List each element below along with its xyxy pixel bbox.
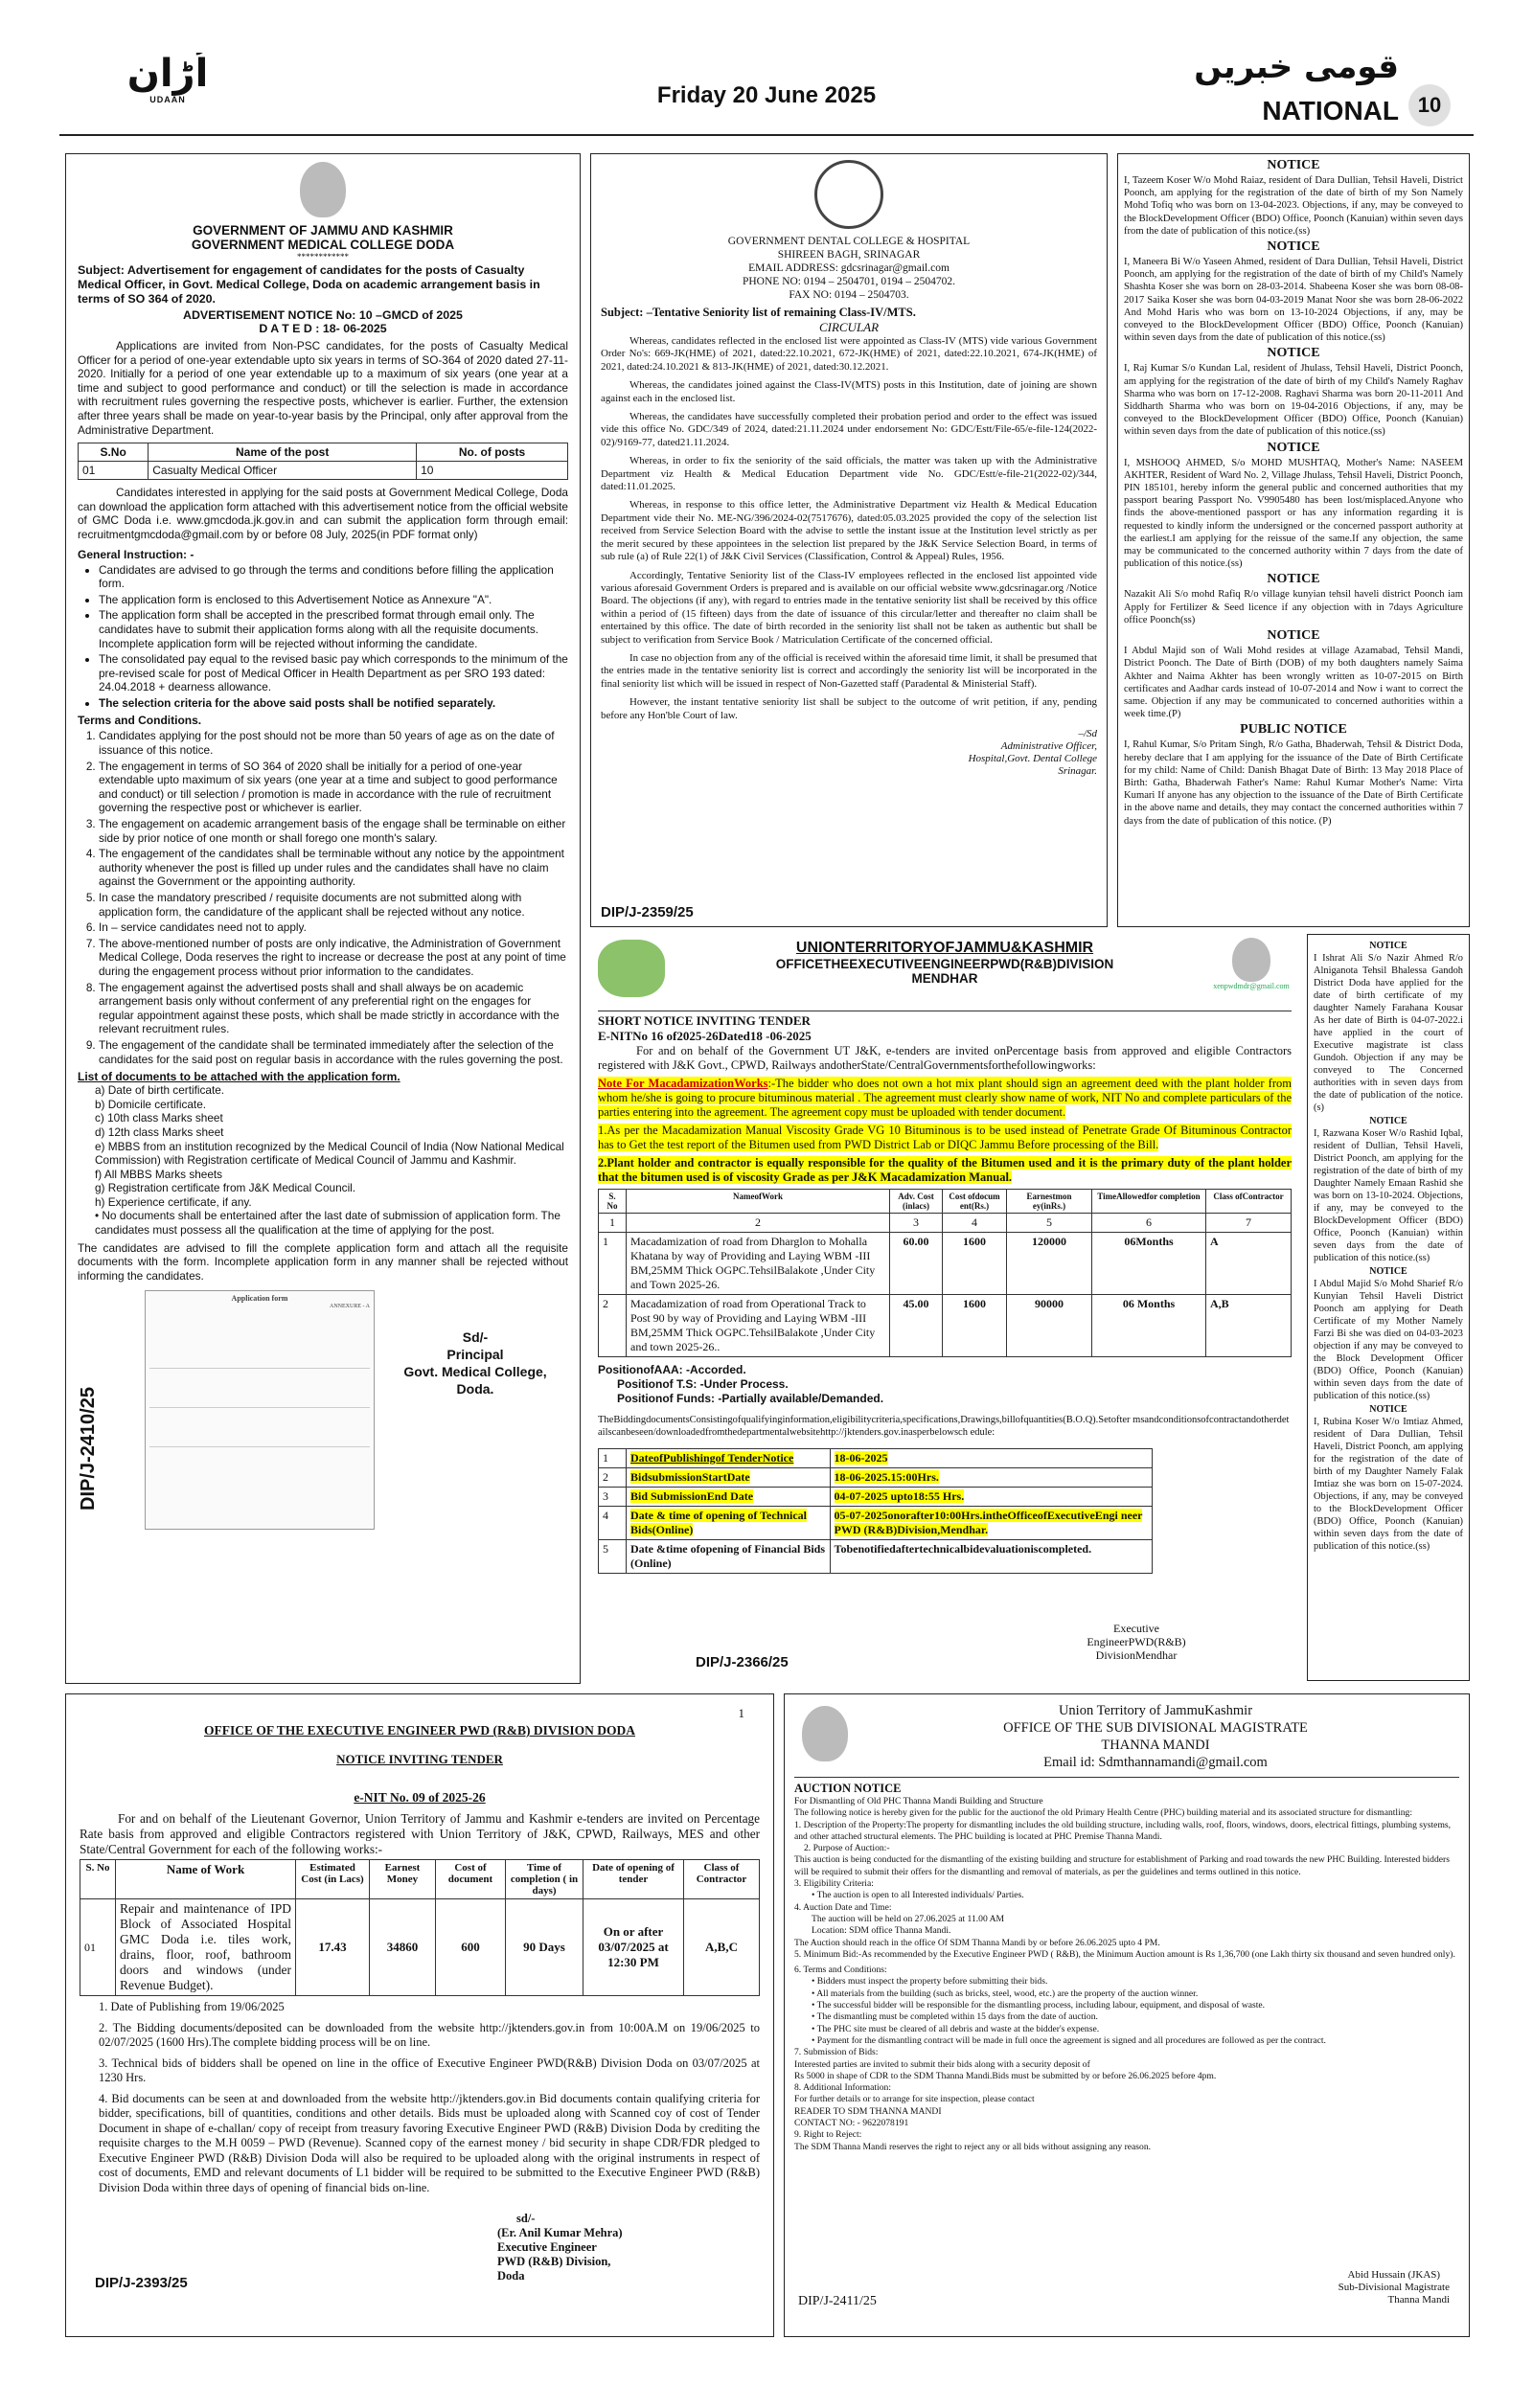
pwd-doda-cell: A,B,C xyxy=(684,1899,760,1996)
pwd-mendhar-cell: 1600 xyxy=(943,1295,1007,1357)
pwd-logo-icon xyxy=(598,940,665,997)
pwd-mendhar-sign-line: EngineerPWD(R&B) xyxy=(1087,1635,1186,1648)
pwd-doda-point: 4. Bid documents can be seen at and downloaded from the website http://jktenders.gov.in Bid documents contain qualifying criteria for bidder, specifications, bill of quantities, conditions and other details. Bids must be uploaded along with Scanned coy of cost of Tender Document in shape of e-challan/ copy of receipt from treasury favoring Executive Engineer PWD (R&B) Division Doda by crediting the requisite charges to the M.H 0059 – PWD (Revenue). Scanned copy of the earnest money / bid security in shape CDR/FDR pledged to Executive Engineer PWD (R&B) Division Doda will also be required to be uploaded along with the original instruments in respect of cost of documents, EMD and relevant documents of L1 bidder will be required to be submitted to the Executive Engineer PWD (R&B) Division Doda within three days of opening of financial bids on-line. xyxy=(99,2091,760,2194)
sched-label: Date &time ofopening of Financial Bids (Online) xyxy=(627,1540,831,1574)
pwd-mendhar-note-block xyxy=(598,1077,1292,1120)
pwd-doda-enit: e-NIT No. 09 of 2025-26 xyxy=(354,1790,486,1805)
emblem-icon xyxy=(802,1706,848,1761)
gdc-subject: Subject: –Tentative Seniority list of remaining Class-IV/MTS. xyxy=(601,306,916,319)
pwd-mendhar-position-line: Positionof T.S: -Under Process. xyxy=(617,1377,789,1391)
pwd-mendhar-th: Earnestmon ey(inRs.) xyxy=(1007,1190,1092,1214)
gmc-posts-table xyxy=(78,443,568,480)
pwd-mendhar-p1: 1.As per the Macadamization Manual Viscosity Grade VG 10 Bituminous is to be used instead of Penetrate Grade Of Bituminous Contractor has to Get the test report of the Bitumen used from PWD District Lab or DIQC Jammu Before processing of the Bill. xyxy=(598,1124,1292,1151)
sdm-line: 2. Purpose of Auction:- xyxy=(804,1843,890,1854)
gdc-body xyxy=(601,335,1097,722)
gmc-th-sno: S.No xyxy=(79,443,149,462)
notice-text: I, MSHOOQ AHMED, S/o MOHD MUSHTAQ, Mother's Name: NASEEM AKHTER, Resident of Ward No. 2, Village Jhulass, Tehsil Haveli, District Poonch, PIN 185101, hereby inform the general public and concerned authorities that my passport bearing Passport No. V9905480 has been lost/misplaced.Anyone who finds the above-mentioned passport or has any information regarding it is requested to kindly inform the undersigned or the concerned passport authority at the earliest.I am applying for the reissue of the same.If any objection, the same may be communicated to the concerned authority within 7 days from the date of publication of this notice.(ss) xyxy=(1124,457,1463,570)
sched-label xyxy=(627,1488,831,1507)
sched-no: 4 xyxy=(599,1507,627,1540)
pwd-mendhar-emblem-wrap xyxy=(1213,938,1290,990)
notice xyxy=(1124,346,1463,438)
pwd-mendhar-cell: 60.00 xyxy=(890,1233,943,1295)
notice xyxy=(1124,628,1463,720)
gdc-sign-line: –/Sd xyxy=(1078,727,1097,739)
gmc-docs-title: List of documents to be attached with the application form. xyxy=(78,1070,400,1084)
notice-text: I Ishrat Ali S/o Nazir Ahmed R/o Alniganota Tehsil Bhalessa Gandoh District Doda have applied for the date of birth certificate of my daughter Namely Farahana Kousar As her date of Birth is 04-07-2022.i have applied in the court of Executive magistrate ist class Gundoh. Objection if any may be conveyed to The Concerned authorities with in seven days from the date of publication of the notice.(s) xyxy=(1314,953,1463,1113)
gmc-sign-line: Sd/- xyxy=(462,1329,489,1346)
gmc-doc-item: h) Experience certificate, if any. xyxy=(95,1194,252,1209)
pwd-mendhar-ut: UNIONTERRITORYOFJAMMU&KASHMIR xyxy=(795,940,1094,956)
pwd-doda-sign-line: sd/- xyxy=(516,2212,536,2225)
sched-value: Tobenotifiedaftertechnicalbidevaluationiscompleted. xyxy=(830,1540,1153,1574)
pwd-doda-th: Earnest Money xyxy=(370,1860,436,1899)
gmc-tc-item: 3. The engagement on academic arrangement basis of the engage shall be terminable on either side by prior notice of one month or shall forego one month's salary. xyxy=(99,817,568,845)
sdm-line: 5. Minimum Bid:-As recommended by the Executive Engineer PWD ( R&B), the Minimum Auction amount is Rs 1,36,700 (one Lakh thirty six thousand and seven hundred only). xyxy=(794,1948,1455,1960)
state-emblem-icon xyxy=(300,162,346,217)
gdc-para: In case no objection from any of the official is received within the aforesaid time limit, it shall be presumed that the entries made in the tentative seniority list is correct and accordingly the seniority list will be incorporated in the final seniority list which will be issued in respect of Non-Gazetted staff (Paradental & Ministerial Staff). xyxy=(601,651,1097,690)
gdc-line: FAX NO: 0194 – 2504703. xyxy=(789,289,909,301)
gdc-para: However, the instant tentative seniority list shall be subject to the outcome of writ petition, if any, pending before any Hon'ble Court of law. xyxy=(601,696,1097,721)
udaan-small-text: UDAAN xyxy=(149,95,186,104)
table-row xyxy=(599,1540,1153,1574)
gdc-dip: DIP/J-2359/25 xyxy=(601,904,694,920)
gmc-sign-line: Principal xyxy=(446,1347,504,1363)
gdc-sign-line: Srinagar. xyxy=(1058,764,1097,777)
notice-text: I, Razwana Koser W/o Rashid Iqbal, resident of Dullian, Tehsil Haveli, District Poonch, am applying for the registration of the date of birth of my Daughter Namely Emaan Rashid she was born on 13-10-2024. Objections, if any, may be conveyed to the BlockDevelopment Officer (BDO) Office, Poonch (Kanuian) within seven days from the date of publication of this notice.(ss) xyxy=(1314,1128,1463,1263)
sdm-line: • The PHC site must be cleared of all debris and waste at the bidder's expense. xyxy=(812,2023,1100,2034)
sched-label xyxy=(627,1449,831,1468)
pwd-doda-cell: On or after 03/07/2025 at 12:30 PM xyxy=(583,1899,684,1996)
pwd-doda-cell: Repair and maintenance of IPD Block of Associated Hospital GMC Doda i.e. tiles work, drains, floor, roof, bathroom doors and windows (under Revenue Budget). xyxy=(116,1899,296,1996)
pwd-mendhar-dip: DIP/J-2366/25 xyxy=(696,1654,789,1670)
sdm-thanna-mandi-auction xyxy=(784,1693,1470,2337)
notice-heading: NOTICE xyxy=(1267,346,1320,361)
sdm-line: • All materials from the building (such as bricks, steel, wood, etc.) are the property of the auction winner. xyxy=(812,1988,1199,1999)
pwd-mendhar-th: S. No xyxy=(599,1190,627,1214)
sdm-line: 3. Eligibility Criteria: xyxy=(794,1878,874,1890)
sdm-header xyxy=(794,1702,1459,1771)
sdm-emblem-wrap xyxy=(802,1706,848,1761)
pwd-mendhar-th: Adv. Cost (inlacs) xyxy=(890,1190,943,1214)
gmc-apply-text: Candidates interested in applying for the said posts at Government Medical College, Doda can download the application form attached with this advertisement notice from the official website of GMC Doda i.e. www.gmcdoda.jk.gov.in and can submit the application form through email: recruitmentgmcdoda@gmail.com by or before 08 July, 2025(in PDF format only) xyxy=(78,486,568,541)
sdm-line: This auction is being conducted for the dismantling of the existing building and structure for establishment of Parking and road towards the new PHC Building. Interested bidders will be required to submit their offers for the dismantling and removal of materials, as per the guidelines and terms outlined in this notice. xyxy=(794,1854,1450,1877)
pwd-doda-th: Cost of document xyxy=(436,1860,506,1899)
notice xyxy=(1124,158,1463,238)
gmc-gi-list xyxy=(78,563,568,711)
pwd-mendhar-bidding: TheBiddingdocumentsConsistingofqualifyinginformation,eligibilitycriteria,specifications,Drawings,billofquantities(B.O.Q).Setofter msandconditionsofcontractandotherdetailscanbeseen/downloadedfromthedepartmentalwebsitehttp://jktenders.gov.inasperbelowsch edule: xyxy=(598,1415,1290,1438)
notice-heading: NOTICE xyxy=(1369,1404,1407,1415)
pwd-mendhar-position-line: PositionofAAA: -Accorded. xyxy=(598,1363,746,1376)
gmc-tc-item: 1. Candidates applying for the post should not be more than 50 years of age as on the date of issuance of this notice. xyxy=(99,729,568,757)
notice xyxy=(1124,441,1463,571)
sdm-line: The SDM Thanna Mandi reserves the right to reject any or all bids without assigning any reason. xyxy=(794,2141,1152,2152)
notice-text: I, Raj Kumar S/o Kundan Lal, resident of Jhulass, Tehsil Haveli, District Poonch, am applying for the registration of the date of birth of my Child's Namely Raghav Sharma who was born on 17-12-2008. Raghavi Sharma was born 20-11-2011 And Siddharth Sharma who was born on 19-04-2016 Objections, if any, may be conveyed to the BlockDevelopment Officer (BDO) Office, Poonch (Kanuian) within seven days from the date of publication of this notice.(ss) xyxy=(1124,363,1463,438)
sdm-line: • Bidders must inspect the property before submitting their bids. xyxy=(812,1976,1048,1988)
pwd-doda-th: Name of Work xyxy=(116,1860,296,1899)
gdc-seal-icon xyxy=(814,160,883,229)
gdc-line: EMAIL ADDRESS: gdcsrinagar@gmail.com xyxy=(748,262,950,274)
table-row xyxy=(599,1295,1292,1357)
pwd-mendhar-tender xyxy=(590,934,1299,1681)
sdm-line: • Payment for the dismantling contract will be made in full once the agreement is signed and all procedures are followed as per the contract. xyxy=(812,2034,1326,2046)
sdm-line: The auction will be held on 27.06.2025 at 11.00 AM xyxy=(812,1913,1005,1924)
gmc-tc-title: Terms and Conditions. xyxy=(78,714,202,728)
notice xyxy=(1314,1404,1463,1553)
notice xyxy=(1314,941,1463,1114)
gmc-doc-item: a) Date of birth certificate. xyxy=(95,1083,225,1098)
pwd-mendhar-colnum: 1 xyxy=(599,1214,627,1233)
gdc-line: SHIREEN BAGH, SRINAGAR xyxy=(777,249,921,261)
gmc-doc-item: d) 12th class Marks sheet xyxy=(95,1124,224,1139)
notice-heading: NOTICE xyxy=(1267,572,1320,587)
sched-label-text: BidsubmissionStartDate xyxy=(630,1470,750,1484)
gmc-gov: GOVERNMENT OF JAMMU AND KASHMIR xyxy=(193,223,453,238)
gmc-dip: DIP/J-2410/25 xyxy=(78,1387,99,1511)
sdm-title: AUCTION NOTICE xyxy=(794,1782,902,1795)
sdm-line: 8. Additional Information: xyxy=(794,2082,891,2094)
pwd-mendhar-signature xyxy=(1031,1622,1242,1662)
gmc-gi-item: • The selection criteria for the above said posts shall be notified separately. xyxy=(99,696,568,711)
pwd-mendhar-cell: 2 xyxy=(599,1295,627,1357)
udaan-logo xyxy=(115,53,220,120)
notice-heading: NOTICE xyxy=(1369,1116,1407,1126)
pwd-mendhar-works-table xyxy=(598,1189,1292,1357)
sdm-body xyxy=(794,1796,1459,2153)
sdm-line: Rs 5000 in shape of CDR to the SDM Thanna Mandi.Bids must be submitted by or before 26.06.2025 before 4pm. xyxy=(794,2070,1217,2081)
sched-label xyxy=(627,1507,831,1540)
issue-date: Friday 20 June 2025 xyxy=(656,82,877,108)
form-annexure: ANNEXURE - A xyxy=(330,1304,370,1310)
sdm-line: For further details or to arrange for site inspection, please contact xyxy=(794,2094,1035,2105)
pwd-doda-th: Time of completion ( in days) xyxy=(506,1860,583,1899)
pwd-mendhar-sign-line: Executive xyxy=(1113,1622,1159,1635)
form-title: Application form xyxy=(231,1294,288,1304)
udaan-urdu-text: اُڑان xyxy=(126,53,209,96)
gmc-tc-item: 8. The engagement against the advertised posts shall and shall always be on academic arrangement basis only without conferment of any preferential right on the engages for regular appointment against these posts, which shall be made strictly in accordance with the relevant recruitment rules. xyxy=(99,981,568,1036)
gmc-td-sno: 01 xyxy=(79,462,149,480)
sched-no: 2 xyxy=(599,1468,627,1488)
gmc-th-posts: No. of posts xyxy=(417,443,568,462)
sched-value-text: 18-06-2025.15:00Hrs. xyxy=(834,1470,939,1484)
pwd-mendhar-cell: A xyxy=(1206,1233,1292,1295)
sdm-line: 7. Submission of Bids: xyxy=(794,2047,879,2058)
sched-value-text: 18-06-2025 xyxy=(834,1451,888,1465)
pwd-doda-sign-line: Doda xyxy=(497,2269,525,2283)
pwd-doda-cell: 34860 xyxy=(370,1899,436,1996)
sdm-line: • The dismantling must be completed within 15 days from the date of auction. xyxy=(812,2011,1098,2023)
gmc-sign-line: Govt. Medical College, xyxy=(403,1364,547,1380)
pwd-mendhar-colnum: 6 xyxy=(1092,1214,1206,1233)
sched-value xyxy=(830,1488,1153,1507)
sched-label xyxy=(627,1468,831,1488)
pwd-mendhar-cell: 1 xyxy=(599,1233,627,1295)
pwd-mendhar-cell: Macadamization of road from Operational Track to Post 90 by way of Providing and Laying WBM -III BM,25MM Thick OGPC.TehsilBalakote ,Under City and town 2025-26.. xyxy=(627,1295,890,1357)
notice-heading: PUBLIC NOTICE xyxy=(1240,722,1347,738)
gmc-bottom-area xyxy=(78,1290,568,1530)
gmc-closing: The candidates are advised to fill the complete application form and attach all the requisite documents with the form. Incomplete application form in any manner shall be rejected without informing the candidates. xyxy=(78,1240,568,1283)
pwd-mendhar-sign-line: DivisionMendhar xyxy=(1095,1648,1178,1662)
pwd-doda-th: Class of Contractor xyxy=(684,1860,760,1899)
pwd-doda-page-no: 1 xyxy=(738,1706,744,1720)
pwd-mendhar-th: NameofWork xyxy=(627,1190,890,1214)
gmc-stars: ************ xyxy=(297,252,349,261)
sched-no: 5 xyxy=(599,1540,627,1574)
pwd-doda-nit: NOTICE INVITING TENDER xyxy=(336,1752,503,1766)
classified-notices-column xyxy=(1117,153,1470,927)
gdc-srinagar-circular xyxy=(590,153,1108,927)
sched-value xyxy=(830,1468,1153,1488)
sdm-line: 6. Terms and Conditions: xyxy=(794,1965,887,1976)
pwd-doda-tender xyxy=(65,1693,774,2337)
sdm-line: 4. Auction Date and Time: xyxy=(794,1901,892,1913)
gmc-doc-item: • No documents shall be entertained after the last date of submission of application form. The candidates must possess all the qualification at the time of applying for the post. xyxy=(95,1209,561,1238)
gdc-para: Whereas, the candidates joined against the Class-IV(MTS) posts in this Institution, date of joining are shown against each in the enclosed list. xyxy=(601,379,1097,404)
notice-heading: NOTICE xyxy=(1369,1266,1407,1277)
sdm-line: The following notice is hereby given for the public for the auctionof the old Primary Health Centre (PHC) building material and its associated structure for dismantling: xyxy=(794,1807,1413,1819)
gmc-signature xyxy=(394,1329,557,1397)
sdm-line: 1. Description of the Property:The property for dismantling includes the old building structure, including walls, roof, floors, windows, doors, electrical fittings, plumbing systems, and other attached structural elements. The PHC building is located at PHC Premise Thanna Mandi. xyxy=(794,1819,1452,1842)
pwd-doda-dip: DIP/J-2393/25 xyxy=(95,2275,188,2291)
gmc-doc-item: g) Registration certificate from J&K Medical Council. xyxy=(95,1181,356,1195)
pwd-doda-point: 3. Technical bids of bidders shall be opened on line in the office of Executive Engineer PWD(R&B) Division Doda on 03/07/2025 at 1230 Hrs. xyxy=(99,2056,760,2084)
pwd-doda-cell: 600 xyxy=(436,1899,506,1996)
table-row xyxy=(599,1468,1153,1488)
gmc-doc-item: e) MBBS from an institution recognized by the Medical Council of India (Now National Medical Commission) with Registration certificate of Medical Council of Jammu and Kashmir. xyxy=(95,1139,564,1168)
gmc-college: GOVERNMENT MEDICAL COLLEGE DODA xyxy=(191,238,455,252)
pwd-doda-points xyxy=(80,2000,760,2195)
section-title: NATIONAL xyxy=(1262,96,1399,125)
gmc-gi-item: • The application form is enclosed to this Advertisement Notice as Annexure "A". xyxy=(99,593,568,607)
notice-heading: NOTICE xyxy=(1369,941,1407,951)
pwd-doda-works-table xyxy=(80,1859,760,1996)
sdm-line: CONTACT NO: - 9622078191 xyxy=(794,2118,909,2129)
gdc-sign-line: Administrative Officer, xyxy=(1000,739,1097,752)
gmc-tc-item: 5. In case the mandatory prescribed / requisite documents are not submitted along with application form, the candidature of the applicant shall be rejected without any notice. xyxy=(99,891,568,919)
gdc-line: GOVERNMENT DENTAL COLLEGE & HOSPITAL xyxy=(727,236,971,247)
pwd-mendhar-cell: Macadamization of road from Dharglon to Mohalla Khatana by way of Providing and Laying WBM -III BM,25MM Thick OGPC.TehsilBalakote ,Under City and Town 2025-26. xyxy=(627,1233,890,1295)
application-form-thumbnail xyxy=(145,1290,375,1530)
gmc-tc-item: 4. The engagement of the candidates shall be terminable without any notice by the appointment authority whenever the post is filled up under rules and the candidates shall have no claim against the Government or the appointing authority. xyxy=(99,847,568,889)
pwd-mendhar-p2: 2.Plant holder and contractor is equally responsible for the quality of the Bitumen used and it is the primary duty of the plant holder that the bitumen used is of viscosity Grade as per J&K Macadamization Manual. xyxy=(598,1156,1292,1184)
notice-text: I, Rubina Koser W/o Imtiaz Ahmed, resident of Dara Dullian, Tehsil Haveli, District Poonch, am applying for the registration of the date of birth of my Daughter Namely Falak Imtiaz she was born on 15-07-2024. Objections, if any, may be conveyed to the BlockDevelopment Officer (BDO) Office, Poonch (Kanuian) within seven days from the date of publication of this notice.(ss) xyxy=(1314,1417,1463,1552)
notice xyxy=(1314,1116,1463,1264)
pwd-mendhar-cell: A,B xyxy=(1206,1295,1292,1357)
sched-no: 3 xyxy=(599,1488,627,1507)
pwd-doda-cell: 01 xyxy=(80,1899,116,1996)
pwd-mendhar-cell: 45.00 xyxy=(890,1295,943,1357)
gmc-tc-item: 2. The engagement in terms of SO 364 of 2020 shall be initially for a period of one-year extendable upto maximum of six years (one year at a time and subject to good performance and conduct) or till selection / promotion is made in accordance with the rule of recruitment governing the respective post or whichever is earlier. xyxy=(99,760,568,815)
page-number: 10 xyxy=(1408,84,1451,126)
table-row xyxy=(599,1488,1153,1507)
sdm-line: 9. Right to Reject: xyxy=(794,2129,862,2141)
gmc-intro: Applications are invited from Non-PSC candidates, for the posts of Casualty Medical Officer for a period of one-year extendable upto six years in terms of SO-364 of 2020 dated 27-11-2020. Initially for a period of one year extendable up to a maximum of six years (one year at a time and subject to good performance and conduct) or till the selection is made in accordance with recruitment rules governing the respective posts, whichever is earlier. Further, the extension after three years shall be made on year-to-year basis by the Principal, only after approval from the Administrative Department. xyxy=(78,339,568,437)
pwd-mendhar-th: Cost ofdocum ent(Rs.) xyxy=(943,1190,1007,1214)
pwd-doda-sign-line: (Er. Anil Kumar Mehra) xyxy=(497,2226,623,2239)
pwd-mendhar-enit: E-NITNo 16 of2025-26Dated18 -06-2025 xyxy=(598,1029,812,1043)
gmc-doc-item: f) All MBBS Marks sheets xyxy=(95,1167,223,1181)
pwd-mendhar-position xyxy=(598,1363,1292,1406)
notice-heading: NOTICE xyxy=(1267,239,1320,255)
pwd-doda-cell: 17.43 xyxy=(296,1899,370,1996)
sdm-sign-line: Abid Hussain (JKAS) xyxy=(1347,2269,1441,2281)
sched-value xyxy=(830,1507,1153,1540)
gmc-td-name: Casualty Medical Officer xyxy=(149,462,417,480)
gmc-tc-list xyxy=(78,729,568,1066)
gmc-docs-list xyxy=(78,1083,568,1238)
sdm-place: THANNA MANDI xyxy=(1101,1738,1210,1753)
gmc-doc-item: b) Domicile certificate. xyxy=(95,1097,207,1111)
gdc-circular-title: CIRCULAR xyxy=(818,320,880,334)
gmc-gi-item: • The application form shall be accepted in the prescribed format through email only. The candidates have to submit their application forms along with all the requisite documents. Incomplete application form will be rejected without informing the candidate. xyxy=(99,608,568,650)
section-urdu-title: قومی خبریں xyxy=(1194,48,1399,86)
gmc-sign-line: Doda. xyxy=(456,1381,494,1397)
pwd-mendhar-logo-wrap xyxy=(598,940,665,997)
notice-text: I, Maneera Bi W/o Yaseen Ahmed, resident of Dara Dullian, Tehsil Haveli, District Poonch, am applying for the registration of the date of birth of my Child's Namely Shashta Koser she was born on 28-03-2014. Shabeena Koser she was born 08-08-2017 Saika Koser she was born 04-03-2019 Manat Noor she was born 28-06-2022 And Mohd Haris who was born on 13-10-2024 Objections, if any, may be conveyed to the BlockDevelopment Officer (BDO) Office, Poonch (Kanuian) within seven days from the date of publication of this notice.(ss) xyxy=(1124,257,1463,344)
gmc-gi-item: • The consolidated pay equal to the revised basic pay which corresponds to the minimum of the pre-revised scale for post of Medical Officer in Health Department as per SRO 193 dated: 24.04.2018 + dearness allowance. xyxy=(99,652,568,694)
sdm-dip: DIP/J-2411/25 xyxy=(798,2294,877,2308)
gmc-subject: Subject: Advertisement for engagement of candidates for the posts of Casualty Medical Officer, in Govt. Medical College, Doda on academic arrangement basis in terms of SO 364 of 2020. xyxy=(78,263,540,306)
pwd-mendhar-email: xenpwdmdr@gmail.com xyxy=(1213,982,1290,990)
pwd-doda-cell: 90 Days xyxy=(506,1899,583,1996)
pwd-mendhar-p2-block xyxy=(598,1156,1292,1185)
sdm-line: Location: SDM office Thanna Mandi. xyxy=(812,1925,951,1937)
pwd-mendhar-cell: 1600 xyxy=(943,1233,1007,1295)
pwd-mendhar-short: SHORT NOTICE INVITING TENDER xyxy=(598,1013,811,1028)
sdm-office: OFFICE OF THE SUB DIVISIONAL MAGISTRATE xyxy=(1003,1720,1308,1736)
classified-notices-narrow xyxy=(1307,934,1470,1681)
sdm-line: • The auction is open to all Interested individuals/ Parties. xyxy=(812,1890,1024,1901)
sched-no: 1 xyxy=(599,1449,627,1468)
table-row xyxy=(80,1899,760,1996)
pwd-mendhar-note: :-The bidder who does not own a hot mix plant should sign an agreement deed with the plant holder from whom he/she is going to procure bituminous material . The agreement must clearly show name of work, NIT No and complete particulars of the parties entering into the agreement. The agreement copy must be uploaded with tender document. xyxy=(598,1077,1292,1119)
sdm-sign-line: Sub-Divisional Magistrate xyxy=(1338,2282,1450,2293)
pwd-doda-office: OFFICE OF THE EXECUTIVE ENGINEER PWD (R&B) DIVISION DODA xyxy=(203,1723,636,1738)
sdm-sub: For Dismantling of Old PHC Thanna Mandi Building and Structure xyxy=(794,1796,1043,1806)
notice xyxy=(1124,572,1463,626)
sdm-ut: Union Territory of JammuKashmir xyxy=(1058,1703,1253,1718)
table-row xyxy=(599,1449,1153,1468)
gdc-address xyxy=(601,235,1097,302)
gmc-gi-title: General Instruction: - xyxy=(78,547,194,561)
gmc-th-name: Name of the post xyxy=(149,443,417,462)
gdc-para: Whereas, the candidates have successfully completed their probation period and order to the effect was issued vide this office No. GDC/349 of 2024, dated:21.11.2024 under endorsement No: GDC/Estt/File-65/e-file-124(2022-02)/9169-77, dated21.11.2024. xyxy=(601,411,1097,448)
gmc-td-posts: 10 xyxy=(417,462,568,480)
notice-text: I, Tazeem Koser W/o Mohd Raiaz, resident of Dara Dullian, Tehsil Haveli, District Poonch, am applying for the registration of the date of birth of my Son Namely Mohd Tofiq who was born on 13-04-2023. Objections, if any, may be conveyed to the BlockDevelopment Officer (BDO) Office, Poonch (Kanuian) within seven days from the date of publication of this notice.(ss) xyxy=(1124,175,1463,237)
gdc-signature xyxy=(601,728,1097,778)
notice-text: Nazakit Ali S/o mohd Rafiq R/o village kunyian tehsil haveli district Poonch iam Apply for Fertilizer & Seed licence if any objection with in 7days Agriculture office Poonch(ss) xyxy=(1124,589,1463,625)
gdc-para: Whereas, in order to fix the seniority of the said officials, the matter was taken up with the Administrative Department viz Health & Medical Education Department vide No. GDC/Estt/e-file-21(2022-02)/344, dated:11.01.2025. xyxy=(601,455,1097,493)
sdm-sign-line: Thanna Mandi xyxy=(1387,2294,1450,2306)
pwd-mendhar-office: OFFICETHEEXECUTIVEENGINEERPWD(R&B)DIVISION xyxy=(775,957,1114,971)
header-rule xyxy=(59,134,1474,136)
pwd-doda-th: Estimated Cost (in Lacs) xyxy=(296,1860,370,1899)
sched-label-text: DateofPublishingof TenderNotice xyxy=(630,1451,794,1465)
notice xyxy=(1314,1266,1463,1402)
pwd-mendhar-colnum: 3 xyxy=(890,1214,943,1233)
pwd-doda-signature xyxy=(497,2212,623,2283)
pwd-doda-th: S. No xyxy=(80,1860,116,1899)
gmc-dated: D A T E D : 18- 06-2025 xyxy=(259,322,387,335)
notice-text: I, Rahul Kumar, S/o Pritam Singh, R/o Gatha, Bhaderwah, Tehsil & District Doda, hereby declare that I am applying for the issuance of the Date of Birth Certificate for my child: Name of Child: Danish Bhagat Date of Birth: 13 May 2018 Place of Birth: Gatha, Bhaderwah Father's Name: Rahul Kumar Mother's Name: Virta Kumari If anyone has any objection to the issuance of the Date of Birth Certificate in the above name and details, they may contact the concerned authorities within 7 days from the date of publication of this notice. (P) xyxy=(1124,739,1463,827)
pwd-mendhar-p1-block xyxy=(598,1124,1292,1152)
sched-label-text: Date & time of opening of Technical Bids(Online) xyxy=(630,1509,807,1536)
sched-value-text: 05-07-2025onorafter10:00Hrs.intheOfficeofExecutiveEngi neerPWD (R&B)Division,Mendhar. xyxy=(834,1509,1143,1536)
notice-text: I Abdul Majid S/o Mohd Sharief R/o Kunyian Tehsil Haveli District Poonch am applying for Death Certificate of my Mother Namely Farzi Bi she was died on 04-03-2023 objection if any may be conveyed to the Block Development Officer (BDO) Office, Poonch (Kanuian) within seven days from the date of publication of this notice.(ss) xyxy=(1314,1279,1463,1401)
pwd-mendhar-colnum: 5 xyxy=(1007,1214,1092,1233)
pwd-mendhar-th: TimeAllowedfor completion xyxy=(1092,1190,1206,1214)
notice-heading: NOTICE xyxy=(1267,440,1320,455)
sdm-line: • The successful bidder will be responsible for the dismantling process, including labour, equipment, and disposal of waste. xyxy=(812,2000,1266,2011)
notice xyxy=(1124,239,1463,344)
pwd-mendhar-th: Class ofContractor xyxy=(1206,1190,1292,1214)
gmc-doda-advertisement xyxy=(65,153,581,1684)
pwd-mendhar-note-label: Note For MacadamizationWorks xyxy=(598,1077,768,1090)
pwd-doda-point: 2. The Bidding documents/deposited can be downloaded from the website http://jktenders.gov.in from 10:00A.M on 19/06/2025 to 02/07/2025 (1600 Hrs).The complete bidding process will be on line. xyxy=(99,2020,760,2049)
sched-value-text: 04-07-2025 upto18:55 Hrs. xyxy=(834,1489,965,1503)
sched-label-text: Bid SubmissionEnd Date xyxy=(630,1489,754,1503)
notice-heading: NOTICE xyxy=(1267,628,1320,644)
notice xyxy=(1124,722,1463,827)
gmc-notice-no: ADVERTISEMENT NOTICE No: 10 –GMCD of 2025 xyxy=(183,308,463,322)
pwd-mendhar-schedule-table xyxy=(598,1448,1153,1574)
emblem-icon xyxy=(1232,938,1270,982)
pwd-mendhar-cell: 90000 xyxy=(1007,1295,1092,1357)
pwd-mendhar-position-line: Positionof Funds: -Partially available/Demanded. xyxy=(617,1392,884,1405)
gmc-doc-item: c) 10th class Marks sheet xyxy=(95,1111,223,1125)
pwd-mendhar-place: MENDHAR xyxy=(911,971,978,986)
pwd-doda-intro: For and on behalf of the Lieutenant Governor, Union Territory of Jammu and Kashmir e-tenders are invited on Percentage Rate basis from approved and eligible Contractors registered with Union Territory of J&K, CPWD, Railways, MES and other State/Central Government for each of the following works:- xyxy=(80,1811,760,1856)
table-row xyxy=(599,1233,1292,1295)
pwd-doda-point: 1. Date of Publishing from 19/06/2025 xyxy=(99,2000,285,2013)
pwd-mendhar-colnum: 2 xyxy=(627,1214,890,1233)
sched-value xyxy=(830,1449,1153,1468)
pwd-doda-th: Date of opening of tender xyxy=(583,1860,684,1899)
sdm-email: Email id: Sdmthannamandi@gmail.com xyxy=(1043,1755,1268,1770)
gmc-gi-item: • Candidates are advised to go through the terms and conditions before filling the application form. xyxy=(99,563,568,591)
gmc-tc-item: 9. The engagement of the candidate shall be terminated immediately after the selection of the candidates for the said post on regular basis in accordance with the rules governing the post. xyxy=(99,1038,568,1066)
gdc-para: Accordingly, Tentative Seniority list of the Class-IV employees reflected in the enclosed list appointed vide various aforesaid Government Orders is prepared and is available on our official website www.gdcsrinagar.org /Notice Board. The objections (if any), with regard to entries made in the tentative seniority list shall be received by this office within a period of (15 fifteen) days from the date of issuance of this circular/letter and thereafter no claim shall be entertained by this office. The date of birth recorded in the seniority list shall not be taken as authentic but shall be subject to verification from Service Book / Matriculation Certificate of the concerned official. xyxy=(601,569,1097,646)
pwd-mendhar-cell: 06Months xyxy=(1092,1233,1206,1295)
notice-text: I Abdul Majid son of Wali Mohd resides at village Azamabad, Tehsil Mandi, District Poonch. The Date of Birth (DOB) of my both daughters namely Saima Akhter and Naima Akhter has been wrongly written as 10-07-2015 on Birth certificates and Aadhar cards instead of 10-07-2014 and Now i want to correct the same. Objection if any may be communicated to concerned authorities within a week time.(P) xyxy=(1124,646,1463,720)
pwd-doda-sign-line: PWD (R&B) Division, xyxy=(497,2255,611,2268)
gmc-tc-item: 7. The above-mentioned number of posts are only indicative, the Administration of Government Medical College, Doda reserves the right to increase or decrease the post at any point of time during the engagement process without prior information to the candidates. xyxy=(99,937,568,979)
table-row xyxy=(599,1507,1153,1540)
pwd-mendhar-colnum: 7 xyxy=(1206,1214,1292,1233)
gdc-para: Whereas, in response to this office letter, the Administrative Department viz Health & Medical Education Department vide their No. ME-NG/396/2024-02(7517676), dated:05.03.2025 provided the copy of the selection list received from Service Selection Board with the advise to settle the instant issue at the Institution level strictly as per the merit secured by these appointees in the selection list prepared by the J&K Service Selection Board, in terms of sub rule (a) of Rule 22(1) of J&K Civil Services (Classification, Control & Appeal) Rules, 1956. xyxy=(601,499,1097,563)
sdm-line: The Auction should reach in the office Of SDM Thanna Mandi by or before 26.06.2025 upto 4 PM. xyxy=(794,1937,1160,1948)
pwd-mendhar-cell: 120000 xyxy=(1007,1233,1092,1295)
pwd-mendhar-colnum: 4 xyxy=(943,1214,1007,1233)
pwd-mendhar-cell: 06 Months xyxy=(1092,1295,1206,1357)
pwd-doda-sign-line: Executive Engineer xyxy=(497,2240,597,2254)
gmc-tc-item: 6. In – service candidates need not to apply. xyxy=(99,920,568,935)
notice-heading: NOTICE xyxy=(1267,158,1320,172)
gdc-sign-line: Hospital,Govt. Dental College xyxy=(968,752,1097,764)
sdm-line: READER TO SDM THANNA MANDI xyxy=(794,2105,942,2117)
sdm-line: Interested parties are invited to submit their bids along with a security deposit of xyxy=(794,2058,1090,2070)
gdc-line: PHONE NO: 0194 – 2504701, 0194 – 2504702. xyxy=(742,276,955,287)
gdc-para: Whereas, candidates reflected in the enclosed list were appointed as Class-IV (MTS) vide various Government Order No's: 669-JK(HME) of 2021, dated:22.10.2021, 672-JK(HME) of 2021, dated:22.10.2021, 674-JK(HME) of 2021, dated:24.10.2021 & 813-JK(HME) of 2021, dated:30.12.2021. xyxy=(601,335,1097,373)
pwd-mendhar-intro: For and on behalf of the Government UT J&K, e-tenders are invited onPercentage basis from approved and eligible Contractors registered with J&K Govt., CPWD, Railways andotherState/CentralGovernmentsforthefollowingworks: xyxy=(598,1044,1292,1072)
sdm-signature xyxy=(1339,2269,1450,2306)
